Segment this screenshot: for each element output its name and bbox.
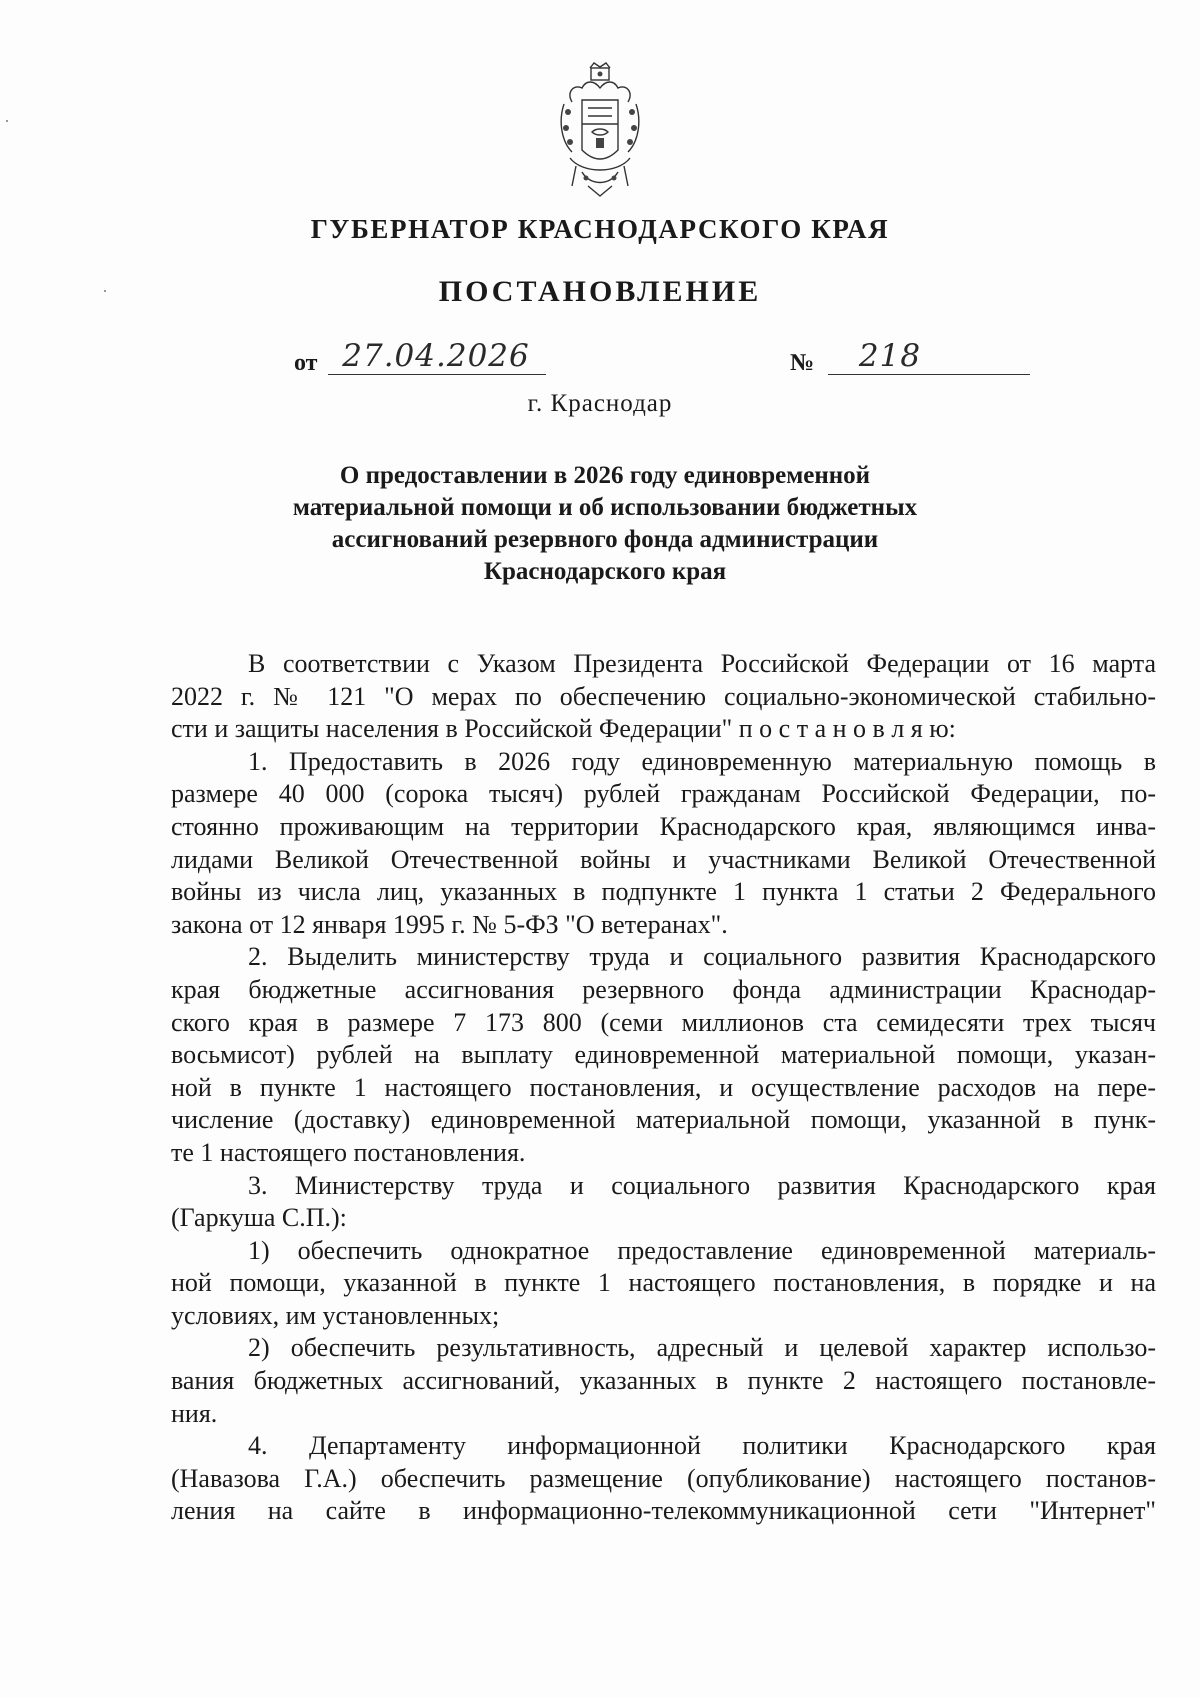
date-underline	[328, 374, 546, 375]
body-line: 1. Предоставить в 2026 году единовременную материальную помощь в	[248, 746, 1156, 776]
body-line: те 1 настоящего постановления.	[171, 1137, 526, 1167]
number-label: №	[790, 350, 815, 376]
body-line: 2. Выделить министерству труда и социального развития Краснодарского	[248, 942, 1156, 972]
body-line: В соответствии с Указом Президента Российской Федерации от 16 марта	[248, 649, 1156, 678]
date-label: от	[294, 350, 318, 376]
body-line: ния.	[171, 1398, 218, 1428]
body-line: ления на сайте в информационно-телекоммуникационной сети "Интернет"	[171, 1496, 1156, 1526]
body-line: войны из числа лиц, указанных в подпункте 1 пункта 1 статьи 2 Федерального	[171, 877, 1156, 907]
body-line: закона от 12 января 1995 г. № 5-ФЗ "О ветеранах".	[171, 909, 728, 939]
date-value: 27.04.2026	[342, 338, 530, 374]
body-line: условиях, им установленных;	[171, 1300, 500, 1330]
body-line: ского края в размере 7 173 800 (семи миллионов ста семидесяти трех тысяч	[171, 1007, 1156, 1037]
title-line: материальной помощи и об использовании бюджетных	[292, 494, 918, 521]
body-line: 3. Министерству труда и социального развития Краснодарского края	[248, 1170, 1156, 1200]
title-line: О предоставлении в 2026 году единовременной	[339, 462, 871, 489]
body-line: числение (доставку) единовременной материальной помощи, указанной в пунк-	[171, 1105, 1156, 1135]
body-line: вания бюджетных ассигнований, указанных в пункте 2 настоящего постановле-	[171, 1366, 1156, 1396]
body-line: (Гаркуша С.П.):	[171, 1203, 347, 1233]
document-type: ПОСТАНОВЛЕНИЕ	[438, 275, 762, 308]
number-underline	[828, 374, 1030, 375]
title-line: ассигнований резервного фонда администрации	[331, 526, 879, 553]
body-line: стоянно проживающим на территории Краснодарского края, являющимся инва-	[171, 811, 1156, 841]
body-line: восьмисот) рублей на выплату единовременной материальной помощи, указан-	[171, 1040, 1156, 1070]
issuing-authority: ГУБЕРНАТОР КРАСНОДАРСКОГО КРАЯ	[310, 214, 890, 244]
body-line: края бюджетные ассигнования резервного фонда администрации Краснодар-	[171, 974, 1156, 1004]
body-line: 1) обеспечить однократное предоставление единовременной материаль-	[248, 1235, 1156, 1265]
scan-speck	[6, 120, 8, 122]
coat-of-arms-icon	[552, 62, 648, 202]
number-value: 218	[858, 338, 922, 374]
scan-speck	[104, 290, 106, 292]
document-body	[171, 648, 1156, 1528]
body-line: лидами Великой Отечественной войны и участниками Великой Отечественной	[171, 844, 1156, 874]
body-line: сти и защиты населения в Российской Федерации" п о с т а н о в л я ю:	[171, 714, 956, 744]
body-line: 2) обеспечить результативность, адресный и целевой характер использо-	[248, 1333, 1156, 1363]
body-line: размере 40 000 (сорока тысяч) рублей гражданам Российской Федерации, по-	[171, 779, 1156, 809]
city-of-issue: г. Краснодар	[527, 390, 673, 417]
body-line: 4. Департаменту информационной политики Краснодарского края	[248, 1431, 1156, 1461]
body-line: ной в пункте 1 настоящего постановления, и осуществление расходов на пере-	[171, 1072, 1156, 1102]
body-line: (Навазова Г.А.) обеспечить размещение (опубликование) настоящего постанов-	[171, 1463, 1156, 1493]
body-line: 2022 г. № 121 "О мерах по обеспечению социально-экономической стабильно-	[171, 681, 1156, 711]
date-number-line	[294, 336, 1054, 376]
document-title	[250, 460, 960, 588]
body-line: ной помощи, указанной в пункте 1 настоящего постановления, в порядке и на	[171, 1268, 1156, 1298]
title-line: Краснодарского края	[483, 558, 727, 585]
